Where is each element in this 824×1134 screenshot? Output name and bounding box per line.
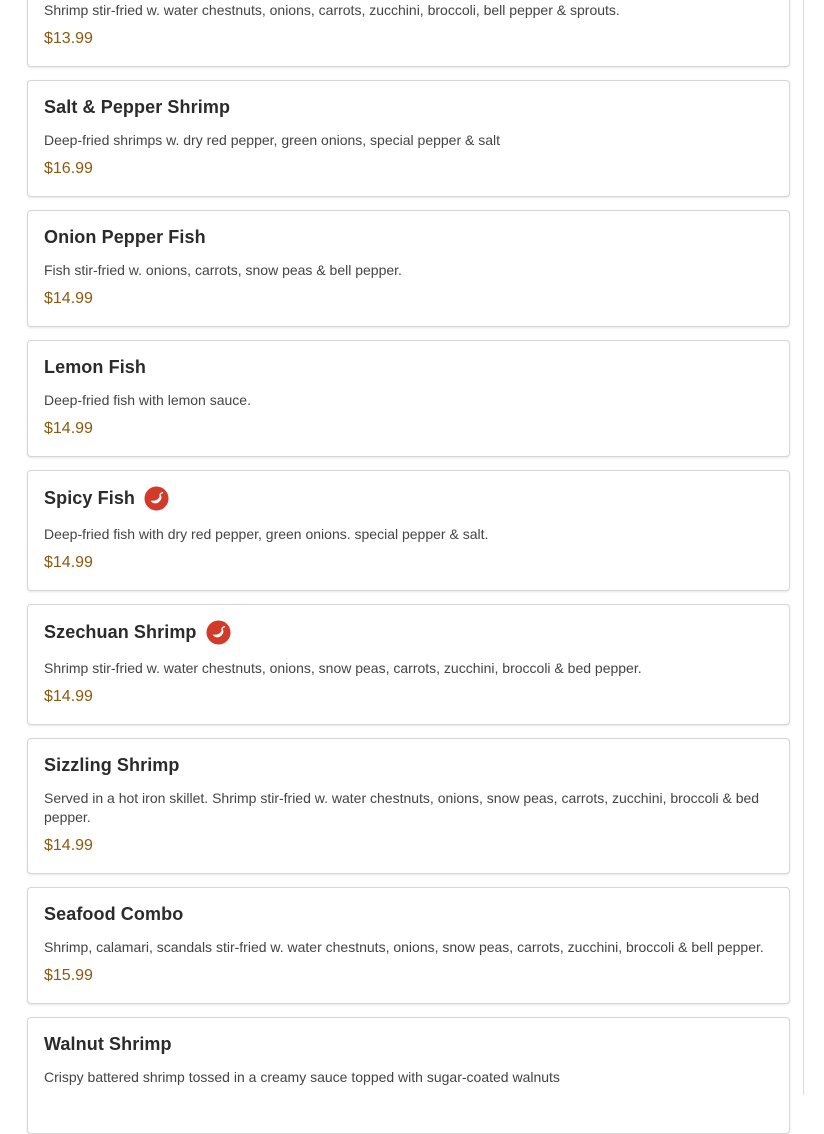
menu-item-description: Served in a hot iron skillet. Shrimp stir-fried w. water chestnuts, onions, snow peas, carrots, zucchini, broccoli & bed pepper. bbox=[44, 790, 760, 825]
menu-item-description: Crispy battered shrimp tossed in a creamy sauce topped with sugar-coated walnuts bbox=[44, 1069, 560, 1085]
menu-item-price: $14.99 bbox=[44, 554, 93, 571]
menu-item-card[interactable] bbox=[27, 604, 790, 725]
menu-item-price: $15.99 bbox=[44, 967, 93, 984]
menu-item-name: Lemon Fish bbox=[44, 357, 147, 377]
menu-item-header bbox=[44, 755, 180, 776]
menu-item-description: Shrimp stir-fried w. water chestnuts, onions, carrots, zucchini, broccoli, bell pepper & sprouts. bbox=[44, 2, 620, 18]
menu-item-card[interactable] bbox=[27, 1017, 790, 1134]
menu-item-price: $14.99 bbox=[44, 837, 93, 854]
menu-item-description: Fish stir-fried w. onions, carrots, snow peas & bell pepper. bbox=[44, 262, 402, 278]
menu-item-price: $14.99 bbox=[44, 420, 93, 437]
menu-item-name: Walnut Shrimp bbox=[44, 1034, 172, 1054]
menu-item-description: Deep-fried fish with lemon sauce. bbox=[44, 392, 251, 408]
menu-item-name: Salt & Pepper Shrimp bbox=[44, 97, 231, 117]
menu-item-card[interactable] bbox=[27, 80, 790, 197]
menu-item-header bbox=[44, 357, 146, 378]
menu-item-name: Spicy Fish bbox=[44, 488, 136, 508]
menu-item-price: $14.99 bbox=[44, 688, 93, 705]
chili-pepper-icon bbox=[206, 620, 231, 645]
menu-item-name: Sizzling Shrimp bbox=[44, 755, 180, 775]
menu-item-price: $14.99 bbox=[44, 290, 93, 307]
menu-item-description: Deep-fried fish with dry red pepper, green onions. special pepper & salt. bbox=[44, 526, 489, 542]
menu-item-card[interactable] bbox=[27, 210, 790, 327]
menu-item-card[interactable] bbox=[27, 340, 790, 457]
menu-item-price: $13.99 bbox=[44, 30, 93, 47]
menu-item-name: Szechuan Shrimp bbox=[44, 622, 197, 642]
menu-item-header bbox=[44, 1034, 172, 1055]
menu-item-header bbox=[44, 97, 230, 118]
menu-item-header bbox=[44, 227, 206, 248]
menu-item-name: Onion Pepper Fish bbox=[44, 227, 206, 247]
menu-item-description: Deep-fried shrimps w. dry red pepper, green onions, special pepper & salt bbox=[44, 132, 501, 148]
menu-item-header bbox=[44, 904, 183, 925]
menu-item-name: Seafood Combo bbox=[44, 904, 184, 924]
menu-item-card[interactable] bbox=[27, 738, 790, 874]
menu-item-card[interactable] bbox=[27, 470, 790, 591]
menu-item-price: $16.99 bbox=[44, 160, 93, 177]
menu-item-header bbox=[44, 620, 231, 645]
menu-item-description: Shrimp stir-fried w. water chestnuts, onions, snow peas, carrots, zucchini, broccoli & bed pepper. bbox=[44, 660, 642, 676]
menu-item-card[interactable] bbox=[27, 887, 790, 1004]
menu-item-description: Shrimp, calamari, scandals stir-fried w. water chestnuts, onions, snow peas, carrots, zucchini, broccoli & bell pepper. bbox=[44, 939, 764, 955]
menu-item-header bbox=[44, 486, 169, 511]
chili-pepper-icon bbox=[144, 486, 169, 511]
scroll-divider bbox=[803, 0, 804, 1095]
menu-item-card[interactable] bbox=[27, 0, 790, 67]
